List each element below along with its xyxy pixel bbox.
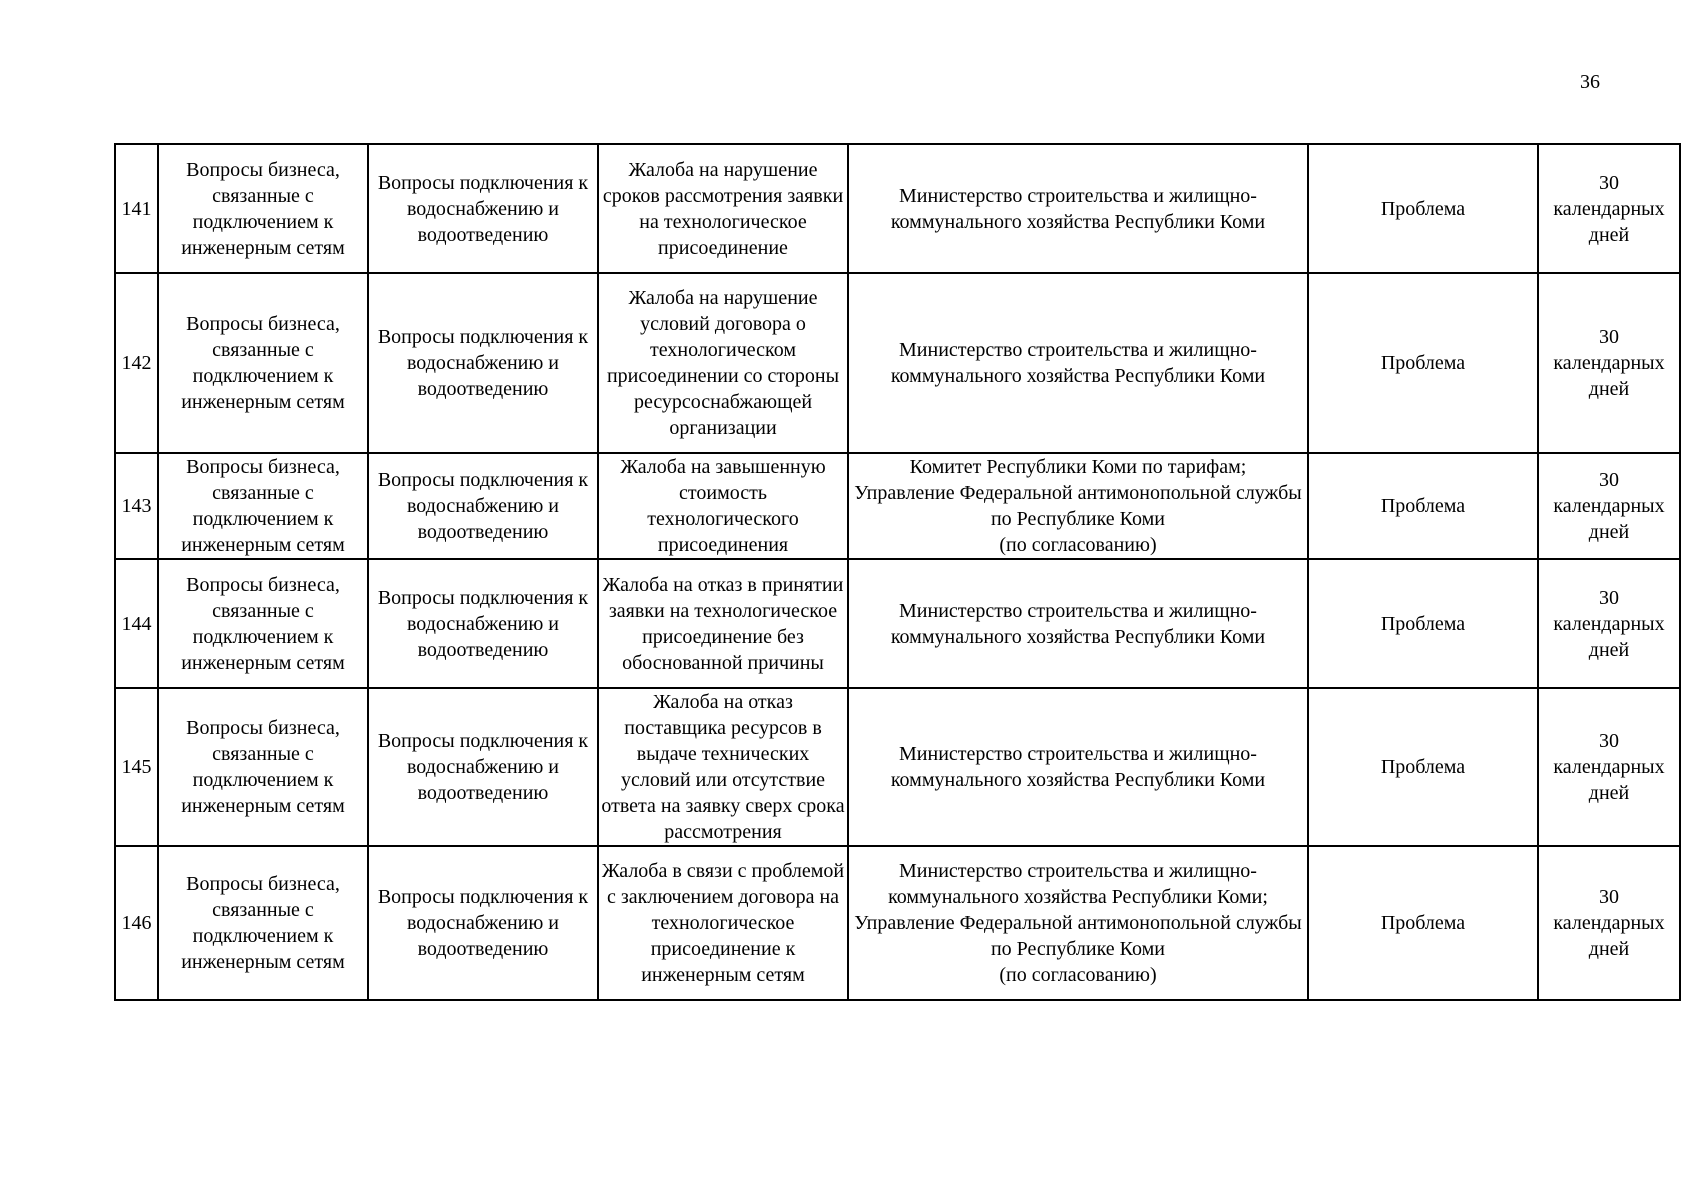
term-cell: 30 календарных дней [1538,559,1680,688]
type-cell: Проблема [1308,144,1538,273]
table-row [115,144,1680,273]
subcategory-cell: Вопросы подключения к водоснабжению и водоотведению [368,846,598,1000]
term-cell: 30 календарных дней [1538,273,1680,453]
term-cell: 30 календарных дней [1538,846,1680,1000]
row-number: 142 [115,273,158,453]
subcategory-cell: Вопросы подключения к водоснабжению и водоотведению [368,559,598,688]
category-cell: Вопросы бизнеса, связанные с подключением к инженерным сетям [158,453,368,559]
row-number: 143 [115,453,158,559]
responsible-cell: Комитет Республики Коми по тарифам; Управление Федеральной антимонопольной службы по Республике Коми (по согласованию) [848,453,1308,559]
subcategory-cell: Вопросы подключения к водоснабжению и водоотведению [368,273,598,453]
issues-table [114,143,1681,1001]
subcategory-cell: Вопросы подключения к водоснабжению и водоотведению [368,453,598,559]
row-number: 145 [115,688,158,846]
table-row [115,846,1680,1000]
type-cell: Проблема [1308,559,1538,688]
responsible-cell: Министерство строительства и жилищно-коммунального хозяйства Республики Коми [848,273,1308,453]
type-cell: Проблема [1308,453,1538,559]
type-cell: Проблема [1308,846,1538,1000]
type-cell: Проблема [1308,688,1538,846]
description-cell: Жалоба на отказ поставщика ресурсов в выдаче технических условий или отсутствие ответа на заявку сверх срока рассмотрения [598,688,848,846]
term-cell: 30 календарных дней [1538,453,1680,559]
page-number: 36 [1580,71,1600,93]
row-number: 146 [115,846,158,1000]
responsible-cell: Министерство строительства и жилищно-коммунального хозяйства Республики Коми [848,688,1308,846]
description-cell: Жалоба на нарушение сроков рассмотрения заявки на технологическое присоединение [598,144,848,273]
category-cell: Вопросы бизнеса, связанные с подключением к инженерным сетям [158,688,368,846]
description-cell: Жалоба на завышенную стоимость технологического присоединения [598,453,848,559]
description-cell: Жалоба на нарушение условий договора о технологическом присоединении со стороны ресурсоснабжающей организации [598,273,848,453]
term-cell: 30 календарных дней [1538,144,1680,273]
category-cell: Вопросы бизнеса, связанные с подключением к инженерным сетям [158,559,368,688]
type-cell: Проблема [1308,273,1538,453]
category-cell: Вопросы бизнеса, связанные с подключением к инженерным сетям [158,273,368,453]
table-row [115,559,1680,688]
category-cell: Вопросы бизнеса, связанные с подключением к инженерным сетям [158,144,368,273]
description-cell: Жалоба в связи с проблемой с заключением договора на технологическое присоединение к инженерным сетям [598,846,848,1000]
row-number: 144 [115,559,158,688]
table-row [115,453,1680,559]
subcategory-cell: Вопросы подключения к водоснабжению и водоотведению [368,688,598,846]
row-number: 141 [115,144,158,273]
responsible-cell: Министерство строительства и жилищно-коммунального хозяйства Республики Коми [848,144,1308,273]
table-row [115,273,1680,453]
responsible-cell: Министерство строительства и жилищно-коммунального хозяйства Республики Коми; Управление Федеральной антимонопольной службы по Республике Коми (по согласованию) [848,846,1308,1000]
category-cell: Вопросы бизнеса, связанные с подключением к инженерным сетям [158,846,368,1000]
description-cell: Жалоба на отказ в принятии заявки на технологическое присоединение без обоснованной причины [598,559,848,688]
table-row [115,688,1680,846]
subcategory-cell: Вопросы подключения к водоснабжению и водоотведению [368,144,598,273]
term-cell: 30 календарных дней [1538,688,1680,846]
responsible-cell: Министерство строительства и жилищно-коммунального хозяйства Республики Коми [848,559,1308,688]
